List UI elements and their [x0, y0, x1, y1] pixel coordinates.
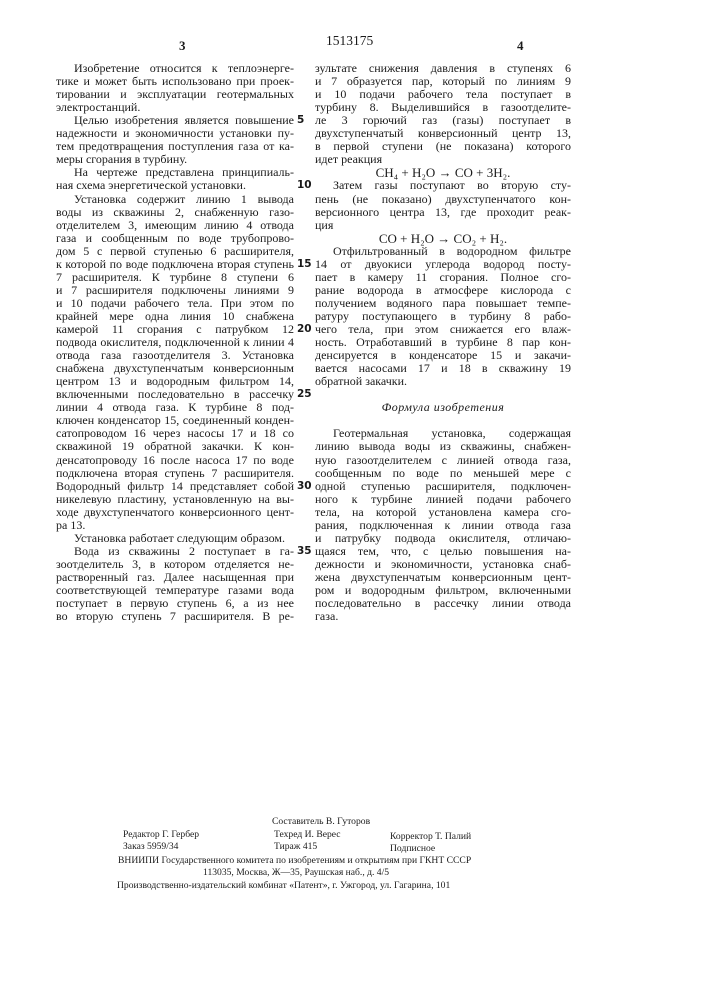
footer-publisher: Производственно-издательский комбинат «Патент», г. Ужгород, ул. Гагарина, 101: [117, 880, 450, 892]
paragraph-line: ность. Отработавший в турбине 8 пар кон-: [315, 336, 571, 349]
paragraph-line: получением водяного пара повышает темпе-: [315, 297, 571, 310]
paragraph-line: Водородный фильтр 14 представляет собой: [56, 480, 294, 493]
footer-editor: Редактор Г. Гербер: [123, 829, 199, 841]
paragraph-line: и 7 расширителя подключены линиями 9: [56, 284, 294, 297]
paragraph-line: ле 3 горючий газ (газы) поступает в: [315, 114, 571, 127]
footer-address: 113035, Москва, Ж—35, Раушская наб., д. 4/5: [203, 867, 389, 879]
paragraph-line: ром и водородным фильтром, включенными: [315, 584, 571, 597]
paragraph-line: одной ступенью расширителя, подключен-: [315, 480, 571, 493]
margin-line-number: 10: [297, 179, 311, 192]
paragraph-line: ра 13.: [56, 519, 294, 532]
paragraph-line: и 10 подачи рабочего тела. При этом по: [56, 297, 294, 310]
paragraph-line: денсируется в конденсаторе 15 и закачи-: [315, 349, 571, 362]
paragraph-line: тировании и эксплуатации геотермальных: [56, 88, 294, 101]
paragraph-line: линии 4 отвода газа. К турбине 8 под-: [56, 401, 294, 414]
paragraph-line: На чертеже представлена принципиаль-: [74, 166, 294, 179]
margin-line-number: 35: [297, 545, 311, 558]
chemical-formula: CH₄ + H₂O → CO + 3H₂.: [315, 166, 571, 179]
paragraph-line: сообщенным по воде по меньшей мере с: [315, 467, 571, 480]
paragraph-line: ная схема энергетической установки.: [56, 179, 294, 192]
paragraph-line: Изобретение относится к теплоэнерге-: [74, 62, 294, 75]
paragraph-line: электростанций.: [56, 101, 294, 114]
paragraph-line: жена двухступенчатым конверсионным цент-: [315, 571, 571, 584]
paragraph-line: щаяся тем, что, с целью повышения на-: [315, 545, 571, 558]
footer-circulation: Тираж 415: [274, 841, 317, 853]
paragraph-line: подключена вторая ступень 7 расширителя.: [56, 467, 294, 480]
paragraph-line: включенными последовательно в рассечку: [56, 388, 294, 401]
footer-techred: Техред И. Верес: [274, 829, 341, 841]
paragraph-line: версионного центра 13, где проходит реак-: [315, 206, 571, 219]
paragraph-line: Геотермальная установка, содержащая: [333, 427, 571, 440]
paragraph-line: рания, подключенная к линии отвода газа: [315, 519, 571, 532]
paragraph-line: пень (не показано) двухступенчатого кон-: [315, 193, 571, 206]
paragraph-line: обратной закачки.: [315, 375, 571, 388]
paragraph-line: чего тела, при этом снижается его влаж-: [315, 323, 571, 336]
footer-corrector: Корректор Т. Палий: [390, 831, 471, 843]
paragraph-line: вается насосами 17 и 18 в скважину 19: [315, 362, 571, 375]
paragraph-line: растворенный газ. Далее насыщенная при: [56, 571, 294, 584]
paragraph-line: Целью изобретения является повышение: [74, 114, 294, 127]
paragraph-line: тела, на которой установлена камера сго-: [315, 506, 571, 519]
paragraph-line: соответствующей температуре газами вода: [56, 584, 294, 597]
paragraph-line: ратуру поступающего в турбину 8 рабо-: [315, 310, 571, 323]
margin-line-number: 20: [297, 323, 311, 336]
paragraph-line: никелевую пластину, установленную на вы-: [56, 493, 294, 506]
paragraph-line: зультате снижения давления в ступенях 6: [315, 62, 571, 75]
paragraph-line: в первой ступени (не показана) которого: [315, 140, 571, 153]
paragraph-line: Затем газы поступают во вторую сту-: [333, 179, 571, 192]
paragraph-line: идет реакция: [315, 153, 571, 166]
paragraph-line: последовательно в рассечку линии отвода: [315, 597, 571, 610]
page-number-left: 3: [179, 38, 186, 54]
paragraph-line: Отфильтрованный в водородном фильтре: [333, 245, 571, 258]
paragraph-line: центром 13 и водородным фильтром 14,: [56, 375, 294, 388]
paragraph-line: ного к турбине линией подачи рабочего: [315, 493, 571, 506]
paragraph-line: ную газоотделителем с линией отвода газа,: [315, 454, 571, 467]
paragraph-line: ция: [315, 219, 571, 232]
paragraph-line: отвода газа газоотделителя 3. Установка: [56, 349, 294, 362]
paragraph-line: надежности и экономичности установки пу-: [56, 127, 294, 140]
paragraph-line: к которой по воде подключена вторая ступень: [56, 258, 294, 271]
paragraph-line: зоотделитель 3, в котором отделяется не-: [56, 558, 294, 571]
paragraph-line: во вторую ступень 7 расширителя. В ре-: [56, 610, 294, 623]
margin-line-number: 25: [297, 388, 311, 401]
footer-subscription: Подписное: [390, 843, 435, 855]
page-number-right: 4: [517, 38, 524, 54]
paragraph-line: меры сгорания в турбину.: [56, 153, 294, 166]
margin-line-number: 30: [297, 480, 311, 493]
claims-heading: Формула изобретения: [315, 401, 571, 414]
paragraph-line: дом 5 с первой ступенью 6 расширителя,: [56, 245, 294, 258]
paragraph-line: 14 от двуокиси углерода водород посту-: [315, 258, 571, 271]
paragraph-line: и 7 образуется пар, который по линиям 9: [315, 75, 571, 88]
paragraph-line: снабжена двухступенчатым конверсионным: [56, 362, 294, 375]
paragraph-line: газа.: [315, 610, 571, 623]
paragraph-line: турбину 8. Выделившийся в газоотделите-: [315, 101, 571, 114]
paragraph-line: дежности и экономичности, установка снаб-: [315, 558, 571, 571]
paragraph-line: крайней мере одна линия 10 снабжена: [56, 310, 294, 323]
paragraph-line: рание водорода в атмосфере кислорода с: [315, 284, 571, 297]
paragraph-line: отделителем 3, имеющим линию 4 отвода: [56, 219, 294, 232]
paragraph-line: Установка содержит линию 1 вывода: [74, 193, 294, 206]
paragraph-line: Вода из скважины 2 поступает в га-: [74, 545, 294, 558]
paragraph-line: и патрубку подвода окислителя, отличаю-: [315, 532, 571, 545]
paragraph-line: двухступенчатый конверсионный центр 13,: [315, 127, 571, 140]
paragraph-line: линию вывода воды из скважины, снабжен-: [315, 440, 571, 453]
footer-compiler: Составитель В. Гуторов: [272, 816, 370, 828]
paragraph-line: воды из скважины 2, снабженную газо-: [56, 206, 294, 219]
patent-number: 1513175: [326, 33, 373, 49]
margin-line-number: 15: [297, 258, 311, 271]
paragraph-line: тем предотвращения поступления газа от ка-: [56, 140, 294, 153]
paragraph-line: пает в камеру 11 сгорания. Полное сго-: [315, 271, 571, 284]
paragraph-line: скважиной 19 обратной закачки. К кон-: [56, 440, 294, 453]
footer-organization: ВНИИПИ Государственного комитета по изобретениям и открытиям при ГКНТ СССР: [118, 855, 471, 867]
margin-line-number: 5: [297, 114, 311, 127]
paragraph-line: и 10 подачи рабочего тела поступает в: [315, 88, 571, 101]
paragraph-line: камерой 11 сгорания с патрубком 12: [56, 323, 294, 336]
paragraph-line: подвода окислителя, подключенной к линии 4: [56, 336, 294, 349]
paragraph-line: поступает в первую ступень 6, а из нее: [56, 597, 294, 610]
footer-order: Заказ 5959/34: [123, 841, 178, 853]
paragraph-line: ходе двухступенчатого конверсионного цент-: [56, 506, 294, 519]
paragraph-line: газа и сообщенным по воде трубопрово-: [56, 232, 294, 245]
paragraph-line: ключен конденсатор 15, соединенный конден-: [56, 414, 294, 427]
chemical-formula: CO + H₂O → CO₂ + H₂.: [315, 232, 571, 245]
paragraph-line: 7 расширителя. К турбине 8 ступени 6: [56, 271, 294, 284]
paragraph-line: тике и может быть использовано при проек-: [56, 75, 294, 88]
paragraph-line: сатопроводом 16 через насосы 17 и 18 со: [56, 427, 294, 440]
paragraph-line: денсатопроводу 16 после насоса 17 по воде: [56, 454, 294, 467]
paragraph-line: Установка работает следующим образом.: [74, 532, 294, 545]
